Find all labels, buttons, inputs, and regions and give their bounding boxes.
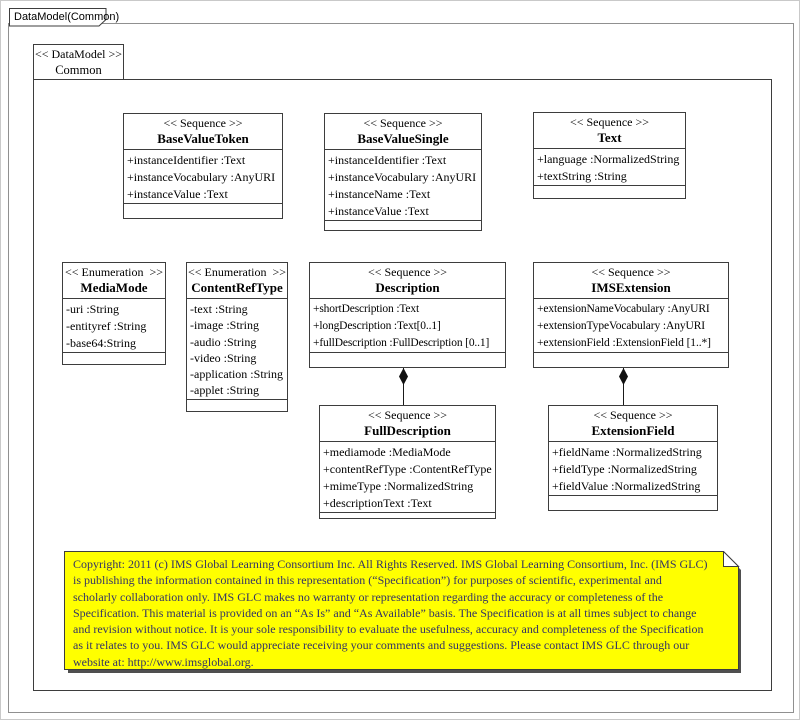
class-operations-empty	[310, 352, 505, 367]
attribute: +descriptionText :Text	[323, 496, 432, 510]
package-tab	[33, 44, 124, 80]
class-name: IMSExtension	[591, 280, 671, 295]
class-operations-empty	[63, 352, 165, 364]
class-attributes	[534, 298, 728, 352]
copyright-line: as it relates to you. IMS GLC would appreciate receiving your comments and suggestions. Please contact IMS GLC through our	[73, 638, 690, 653]
class-box-basevaluesingle	[324, 113, 482, 231]
class-header	[549, 406, 717, 441]
class-operations-empty	[320, 512, 495, 518]
copyright-line: scholarly collaboration only. IMS GLC makes no warranty or representation regarding the accuracy or completeness of the	[73, 589, 664, 604]
class-operations-empty	[187, 399, 287, 411]
class-name: ContentRefType	[191, 280, 283, 295]
attribute: +instanceIdentifier :Text	[328, 153, 447, 167]
class-attributes	[325, 149, 481, 220]
attribute: +extensionField :ExtensionField [1..*]	[537, 337, 711, 349]
class-header	[325, 114, 481, 149]
attribute: -applet :String	[190, 383, 259, 398]
attribute: +fieldName :NormalizedString	[552, 445, 702, 459]
copyright-line: and revision without notice. It is your sole responsibility to evaluate the usefulness, accuracy and completeness of the Specification	[73, 622, 704, 637]
copyright-note	[64, 551, 743, 674]
class-name: FullDescription	[364, 423, 451, 438]
class-box-description	[309, 262, 506, 368]
attribute: -application :String	[190, 367, 283, 382]
attribute: -video :String	[190, 350, 257, 365]
attribute: -audio :String	[190, 334, 257, 349]
class-operations-empty	[325, 220, 481, 230]
class-box-contentreftype	[186, 262, 288, 412]
class-box-text	[533, 112, 686, 199]
class-attributes	[187, 298, 287, 399]
attribute: +instanceName :Text	[328, 187, 431, 201]
class-stereotype: << Sequence >>	[591, 265, 671, 279]
package-stereotype: << DataModel >>	[34, 47, 123, 61]
class-name: Description	[375, 280, 440, 295]
attribute: +mimeType :NormalizedString	[323, 479, 474, 493]
class-name: ExtensionField	[591, 423, 675, 438]
attribute: +extensionNameVocabulary :AnyURI	[537, 303, 710, 315]
attribute: +contentRefType :ContentRefType	[323, 462, 492, 476]
class-box-fulldescription	[319, 405, 496, 519]
class-stereotype: << Sequence >>	[569, 115, 650, 129]
class-header	[124, 114, 282, 149]
attribute: -uri :String	[66, 302, 119, 316]
class-header	[320, 406, 495, 441]
attribute: -text :String	[190, 302, 248, 316]
class-header	[310, 263, 505, 298]
class-attributes	[549, 441, 717, 495]
class-stereotype: << Sequence >>	[593, 408, 673, 422]
attribute: +fieldValue :NormalizedString	[552, 479, 701, 493]
class-stereotype: << Enumeration >>	[64, 265, 164, 279]
class-name: BaseValueSingle	[357, 131, 449, 146]
class-operations-empty	[124, 203, 282, 218]
class-operations-empty	[534, 352, 728, 367]
frame-tab-label: DataModel(Common)	[14, 11, 120, 23]
class-stereotype: << Sequence >>	[163, 116, 243, 130]
class-name: Text	[597, 130, 622, 145]
class-header	[534, 113, 685, 148]
class-name: BaseValueToken	[157, 131, 249, 146]
attribute: +extensionTypeVocabulary :AnyURI	[537, 320, 706, 332]
attribute: +instanceIdentifier :Text	[127, 153, 246, 167]
class-header	[534, 263, 728, 298]
frame-tab	[9, 8, 120, 27]
copyright-line: Specification. This material is provided on an “As Is” and “As Available” basis. The Specification is at all times subject to change	[73, 605, 697, 620]
class-stereotype: << Sequence >>	[367, 408, 448, 422]
class-attributes	[320, 441, 495, 512]
attribute: -image :String	[190, 318, 259, 333]
class-operations-empty	[534, 185, 685, 198]
class-attributes	[124, 149, 282, 203]
class-stereotype: << Enumeration >>	[188, 265, 287, 279]
attribute: +instanceVocabulary :AnyURI	[328, 170, 477, 184]
class-attributes	[534, 148, 685, 185]
copyright-text	[73, 556, 733, 670]
class-box-imsextension	[533, 262, 729, 368]
class-attributes	[63, 298, 165, 352]
class-stereotype: << Sequence >>	[367, 265, 448, 279]
copyright-line: Copyright: 2011 (c) IMS Global Learning Consortium Inc. All Rights Reserved. IMS Global Learning Consortium, Inc. (IMS GLC)	[73, 557, 708, 571]
attribute: +textString :String	[537, 169, 627, 183]
attribute: +instanceVocabulary :AnyURI	[127, 170, 276, 184]
class-stereotype: << Sequence >>	[363, 116, 443, 130]
copyright-line: is publishing the information contained in this representation (“Specification”) for purposes of scientific, experimental and	[73, 573, 662, 588]
attribute: +instanceValue :Text	[328, 204, 429, 218]
class-box-mediamode	[62, 262, 166, 365]
attribute: -base64:String	[66, 336, 136, 350]
class-header	[187, 263, 287, 298]
class-box-extensionfield	[548, 405, 718, 511]
attribute: +instanceValue :Text	[127, 187, 228, 201]
class-name: MediaMode	[80, 280, 148, 295]
attribute: +mediamode :MediaMode	[323, 445, 451, 459]
class-header	[63, 263, 165, 298]
class-box-basevaluetoken	[123, 113, 283, 219]
copyright-line: website at: http://www.imsglobal.org.	[73, 654, 254, 669]
attribute: -entityref :String	[66, 319, 147, 333]
attribute: +shortDescription :Text	[313, 303, 420, 315]
attribute: +language :NormalizedString	[537, 152, 680, 166]
attribute: +fieldType :NormalizedString	[552, 462, 697, 476]
package-name: Common	[55, 63, 102, 77]
attribute: +fullDescription :FullDescription [0..1]	[313, 337, 490, 349]
class-operations-empty	[549, 495, 717, 510]
attribute: +longDescription :Text[0..1]	[313, 320, 441, 332]
class-attributes	[310, 298, 505, 352]
